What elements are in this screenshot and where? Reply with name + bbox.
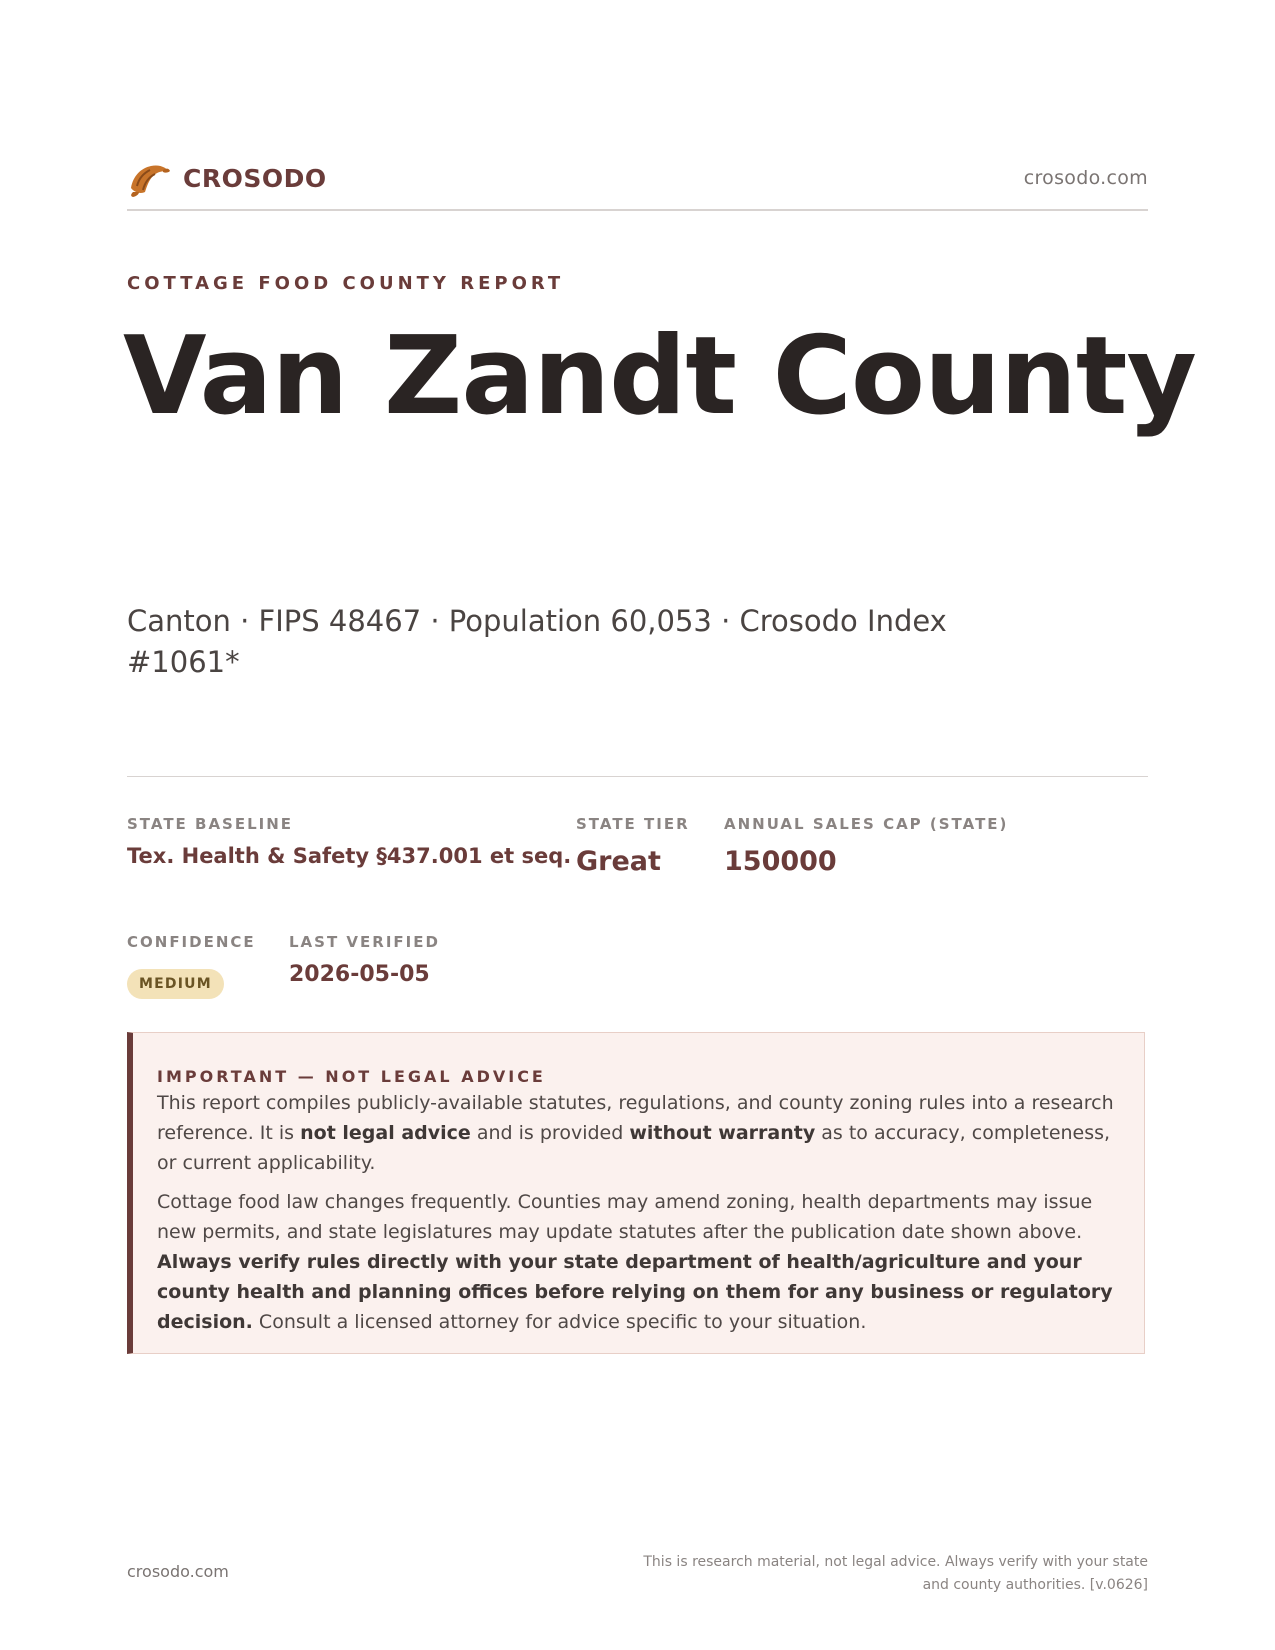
site-link[interactable]: crosodo.com <box>1023 167 1148 189</box>
page-title: Van Zandt County <box>123 314 1196 439</box>
state-baseline-value: Tex. Health & Safety §437.001 et seq. <box>127 844 572 868</box>
legal-notice <box>127 1032 1145 1354</box>
sales-cap-value: 150000 <box>724 846 837 877</box>
county-meta: Canton · FIPS 48467 · Population 60,053 · Crosodo Index #1061* <box>127 604 947 679</box>
notice-paragraph-1: This report compiles publicly-available statutes, regulations, and county zoning rules into a research reference. It is not legal advice and is provided without warranty as to accuracy, completeness, or current applicability. <box>157 1092 1114 1174</box>
sales-cap-label: ANNUAL SALES CAP (STATE) <box>724 815 1009 833</box>
state-tier-value: Great <box>576 846 661 877</box>
state-tier-label: STATE TIER <box>576 815 690 833</box>
footer-site[interactable]: crosodo.com <box>127 1562 229 1581</box>
croissant-icon <box>127 158 171 198</box>
notice-paragraph-2: Cottage food law changes frequently. Counties may amend zoning, health departments may issue new permits, and state legislatures may update statutes after the publication date shown above. Always verify rules directly with your state department of health/agriculture and your county health and planning offices before relying on them for any business or regulatory decision. Consult a licensed attorney for advice specific to your situation. <box>157 1191 1113 1333</box>
report-page <box>123 0 1196 1650</box>
confidence-label: CONFIDENCE <box>127 933 256 951</box>
footer-disclaimer-line-1: This is research material, not legal advice. Always verify with your state <box>643 1554 1148 1570</box>
last-verified-value: 2026-05-05 <box>289 962 430 987</box>
notice-title: IMPORTANT — NOT LEGAL ADVICE <box>157 1067 546 1086</box>
footer-disclaimer <box>628 1551 1148 1597</box>
confidence-badge: MEDIUM <box>127 969 224 999</box>
section-divider <box>127 776 1148 777</box>
page-header <box>127 158 1148 204</box>
header-divider <box>127 209 1148 211</box>
report-eyebrow: COTTAGE FOOD COUNTY REPORT <box>127 273 565 294</box>
footer-disclaimer-line-2: and county authorities. [v.0626] <box>922 1577 1148 1593</box>
last-verified-label: LAST VERIFIED <box>289 933 440 951</box>
brand-name: CROSODO <box>183 164 327 193</box>
state-baseline-label: STATE BASELINE <box>127 815 294 833</box>
